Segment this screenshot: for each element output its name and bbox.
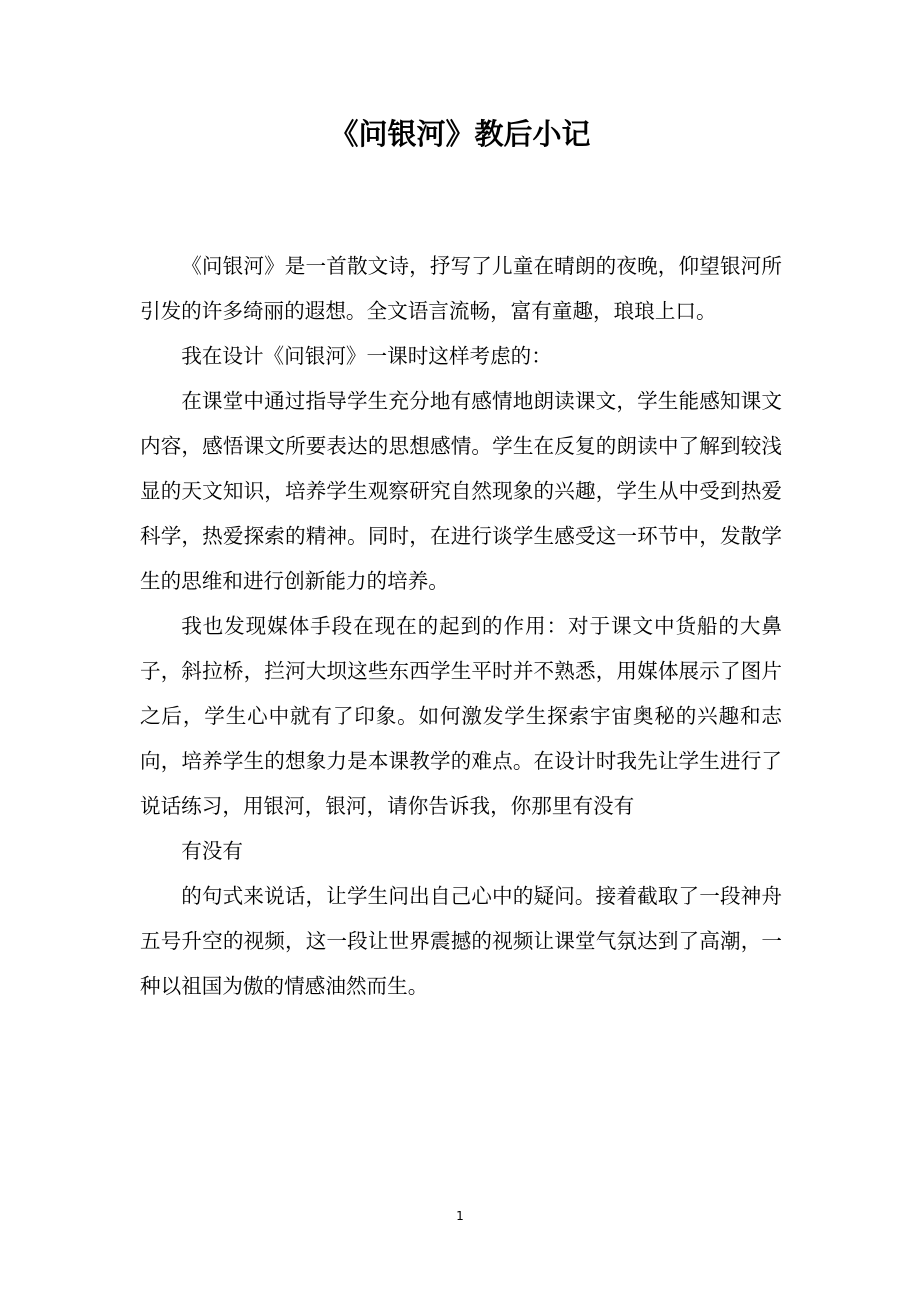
document-body (140, 244, 782, 1009)
paragraph: 我在设计《问银河》一课时这样考虑的： (181, 344, 552, 368)
page-number: 1 (456, 1209, 464, 1223)
paragraph: 的句式来说话，让学生问出自己心中的疑问。接着截取了一段神舟五号升空的视频，这一段让世界震撼的视频让课堂气氛达到了高潮，一种以祖国为傲的情感油然而生。 (140, 884, 782, 998)
paragraph: 在课堂中通过指导学生充分地有感情地朗读课文，学生能感知课文内容，感悟课文所要表达的思想感情。学生在反复的朗读中了解到较浅显的天文知识，培养学生观察研究自然现象的兴趣，学生从中受到热爱科学，热爱探索的精神。同时，在进行谈学生感受这一环节中，发散学生的思维和进行创新能力的培养。 (140, 389, 782, 593)
paragraph: 我也发现媒体手段在现在的起到的作用：对于课文中货船的大鼻子，斜拉桥，拦河大坝这些东西学生平时并不熟悉，用媒体展示了图片之后，学生心中就有了印象。如何激发学生探索宇宙奥秘的兴趣和志向，培养学生的想象力是本课教学的难点。在设计时我先让学生进行了说话练习，用银河，银河，请你告诉我，你那里有没有 (140, 614, 782, 818)
document-title: 《问银河》教后小记 (329, 117, 591, 151)
paragraph: 《问银河》是一首散文诗，抒写了儿童在晴朗的夜晚，仰望银河所引发的许多绮丽的遐想。全文语言流畅，富有童趣，琅琅上口。 (140, 254, 782, 323)
paragraph: 有没有 (181, 839, 243, 863)
